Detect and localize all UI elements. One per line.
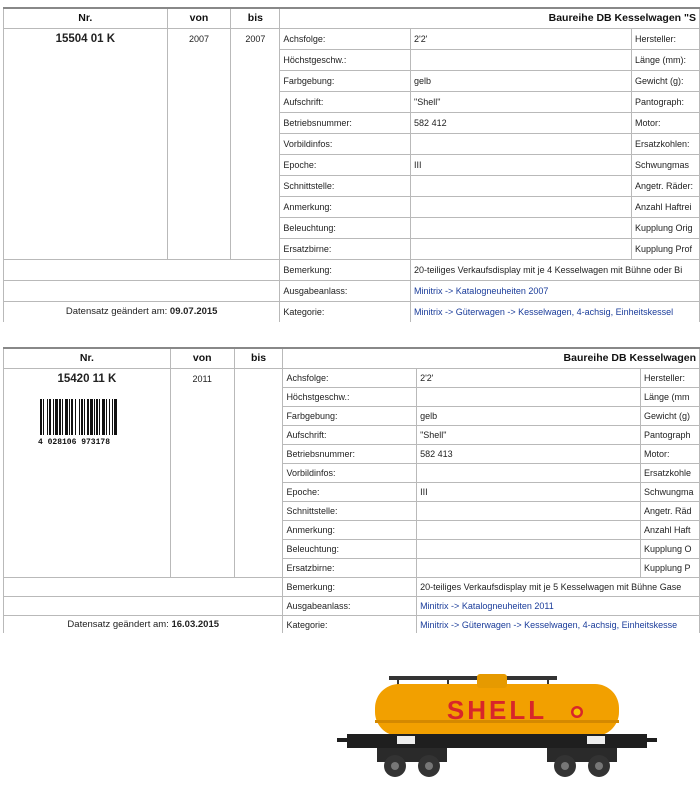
record-title: Baureihe DB Kesselwagen: [283, 348, 700, 368]
link-ausgabeanlass[interactable]: Minitrix -> Katalogneuheiten 2011: [417, 596, 700, 615]
label-hoechstgeschw: Höchstgeschw.:: [283, 387, 417, 406]
label-ersatzbirne: Ersatzbirne:: [280, 238, 411, 259]
label-betriebsnummer: Betriebsnummer:: [280, 112, 411, 133]
col-header-nr: Nr.: [4, 348, 171, 368]
label-laenge: Länge (mm: [640, 387, 699, 406]
label-betriebsnummer: Betriebsnummer:: [283, 444, 417, 463]
label-anmerkung: Anmerkung:: [280, 196, 411, 217]
barcode-image: [25, 399, 167, 448]
label-schnittstelle: Schnittstelle:: [283, 501, 417, 520]
year-from: 2011: [170, 368, 234, 577]
label-hersteller: Hersteller:: [631, 28, 699, 49]
label-farbgebung: Farbgebung:: [280, 70, 411, 91]
col-header-nr: Nr.: [4, 8, 168, 28]
col-header-bis: bis: [231, 8, 280, 28]
label-vorbildinfos: Vorbildinfos:: [280, 133, 411, 154]
changed-date: [4, 615, 283, 633]
value-vorbildinfos: [417, 463, 641, 482]
record-table: [3, 347, 700, 633]
label-ausgabeanlass: Ausgabeanlass:: [283, 596, 417, 615]
value-achsfolge: 2'2': [417, 368, 641, 387]
label-angetr-raeder: Angetr. Räder:: [631, 175, 699, 196]
label-epoche: Epoche:: [283, 482, 417, 501]
label-beleuchtung: Beleuchtung:: [283, 539, 417, 558]
label-ausgabeanlass: Ausgabeanlass:: [280, 280, 411, 301]
value-epoche: III: [417, 482, 641, 501]
label-motor: Motor:: [631, 112, 699, 133]
value-betriebsnummer: 582 413: [417, 444, 641, 463]
changed-date-value: 16.03.2015: [171, 619, 220, 630]
label-kupplung-prof: Kupplung Prof: [631, 238, 699, 259]
label-epoche: Epoche:: [280, 154, 411, 175]
col-header-bis: bis: [234, 348, 283, 368]
value-anmerkung: [417, 520, 641, 539]
value-beleuchtung: [417, 539, 641, 558]
value-achsfolge: 2'2': [411, 28, 632, 49]
label-kupplung-orig: Kupplung O: [640, 539, 699, 558]
article-number: 15504 01 K: [4, 28, 168, 259]
value-farbgebung: gelb: [417, 406, 641, 425]
label-kategorie: Kategorie:: [283, 615, 417, 633]
value-schnittstelle: [411, 175, 632, 196]
label-kupplung-prof: Kupplung P: [640, 558, 699, 577]
value-betriebsnummer: 582 412: [411, 112, 632, 133]
label-bemerkung: Bemerkung:: [280, 259, 411, 280]
label-bemerkung: Bemerkung:: [283, 577, 417, 596]
record-15504-01-k: [3, 7, 700, 322]
article-number: 15420 11 K: [57, 372, 117, 385]
label-schwungmasse: Schwungmas: [631, 154, 699, 175]
label-pantograph: Pantograph: [640, 425, 699, 444]
changed-date-label: Datensatz geändert am:: [65, 306, 168, 317]
year-to: [234, 368, 283, 577]
article-number-cell: [4, 368, 171, 577]
link-ausgabeanlass[interactable]: Minitrix -> Katalogneuheiten 2007: [411, 280, 700, 301]
label-beleuchtung: Beleuchtung:: [280, 217, 411, 238]
value-anmerkung: [411, 196, 632, 217]
value-ersatzbirne: [411, 238, 632, 259]
label-achsfolge: Achsfolge:: [283, 368, 417, 387]
label-ersatzkohlen: Ersatzkohlen:: [631, 133, 699, 154]
barcode-digits: 4 028106 973178: [37, 437, 110, 445]
changed-date: [4, 301, 280, 322]
value-ersatzbirne: [417, 558, 641, 577]
record-table: [3, 7, 700, 322]
label-pantograph: Pantograph:: [631, 91, 699, 112]
label-laenge: Länge (mm):: [631, 49, 699, 70]
year-to: 2007: [231, 28, 280, 259]
model-photo: [337, 670, 657, 791]
label-anmerkung: Anmerkung:: [283, 520, 417, 539]
value-hoechstgeschw: [417, 387, 641, 406]
tank-wagon-image: [337, 670, 657, 788]
label-angetr-raeder: Angetr. Räd: [640, 501, 699, 520]
value-farbgebung: gelb: [411, 70, 632, 91]
barcode-icon: [36, 399, 156, 445]
changed-date-label: Datensatz geändert am:: [67, 619, 169, 630]
record-title: Baureihe DB Kesselwagen "S: [280, 8, 700, 28]
label-haftreifen: Anzahl Haft: [640, 520, 699, 539]
label-ersatzbirne: Ersatzbirne:: [283, 558, 417, 577]
value-epoche: III: [411, 154, 632, 175]
label-kupplung-orig: Kupplung Orig: [631, 217, 699, 238]
label-gewicht: Gewicht (g):: [631, 70, 699, 91]
label-hoechstgeschw: Höchstgeschw.:: [280, 49, 411, 70]
label-aufschrift: Aufschrift:: [283, 425, 417, 444]
label-schnittstelle: Schnittstelle:: [280, 175, 411, 196]
value-vorbildinfos: [411, 133, 632, 154]
col-header-von: von: [167, 8, 231, 28]
record-15420-11-k: [3, 347, 700, 633]
link-kategorie[interactable]: Minitrix -> Güterwagen -> Kesselwagen, 4-achsig, Einheitskessel: [411, 301, 700, 322]
label-ersatzkohlen: Ersatzkohle: [640, 463, 699, 482]
label-hersteller: Hersteller:: [640, 368, 699, 387]
label-kategorie: Kategorie:: [280, 301, 411, 322]
label-gewicht: Gewicht (g): [640, 406, 699, 425]
tank-lettering: SHELL: [446, 695, 548, 725]
value-schnittstelle: [417, 501, 641, 520]
col-header-von: von: [170, 348, 234, 368]
value-bemerkung: 20-teiliges Verkaufsdisplay mit je 5 Kesselwagen mit Bühne Gase: [417, 577, 700, 596]
label-achsfolge: Achsfolge:: [280, 28, 411, 49]
value-bemerkung: 20-teiliges Verkaufsdisplay mit je 4 Kesselwagen mit Bühne oder Bi: [411, 259, 700, 280]
changed-date-value: 09.07.2015: [169, 306, 218, 317]
label-motor: Motor:: [640, 444, 699, 463]
link-kategorie[interactable]: Minitrix -> Güterwagen -> Kesselwagen, 4-achsig, Einheitskesse: [417, 615, 700, 633]
label-farbgebung: Farbgebung:: [283, 406, 417, 425]
label-haftreifen: Anzahl Haftrei: [631, 196, 699, 217]
value-hoechstgeschw: [411, 49, 632, 70]
value-aufschrift: "Shell": [411, 91, 632, 112]
label-aufschrift: Aufschrift:: [280, 91, 411, 112]
value-aufschrift: "Shell": [417, 425, 641, 444]
value-beleuchtung: [411, 217, 632, 238]
label-vorbildinfos: Vorbildinfos:: [283, 463, 417, 482]
label-schwungmasse: Schwungma: [640, 482, 699, 501]
year-from: 2007: [167, 28, 231, 259]
